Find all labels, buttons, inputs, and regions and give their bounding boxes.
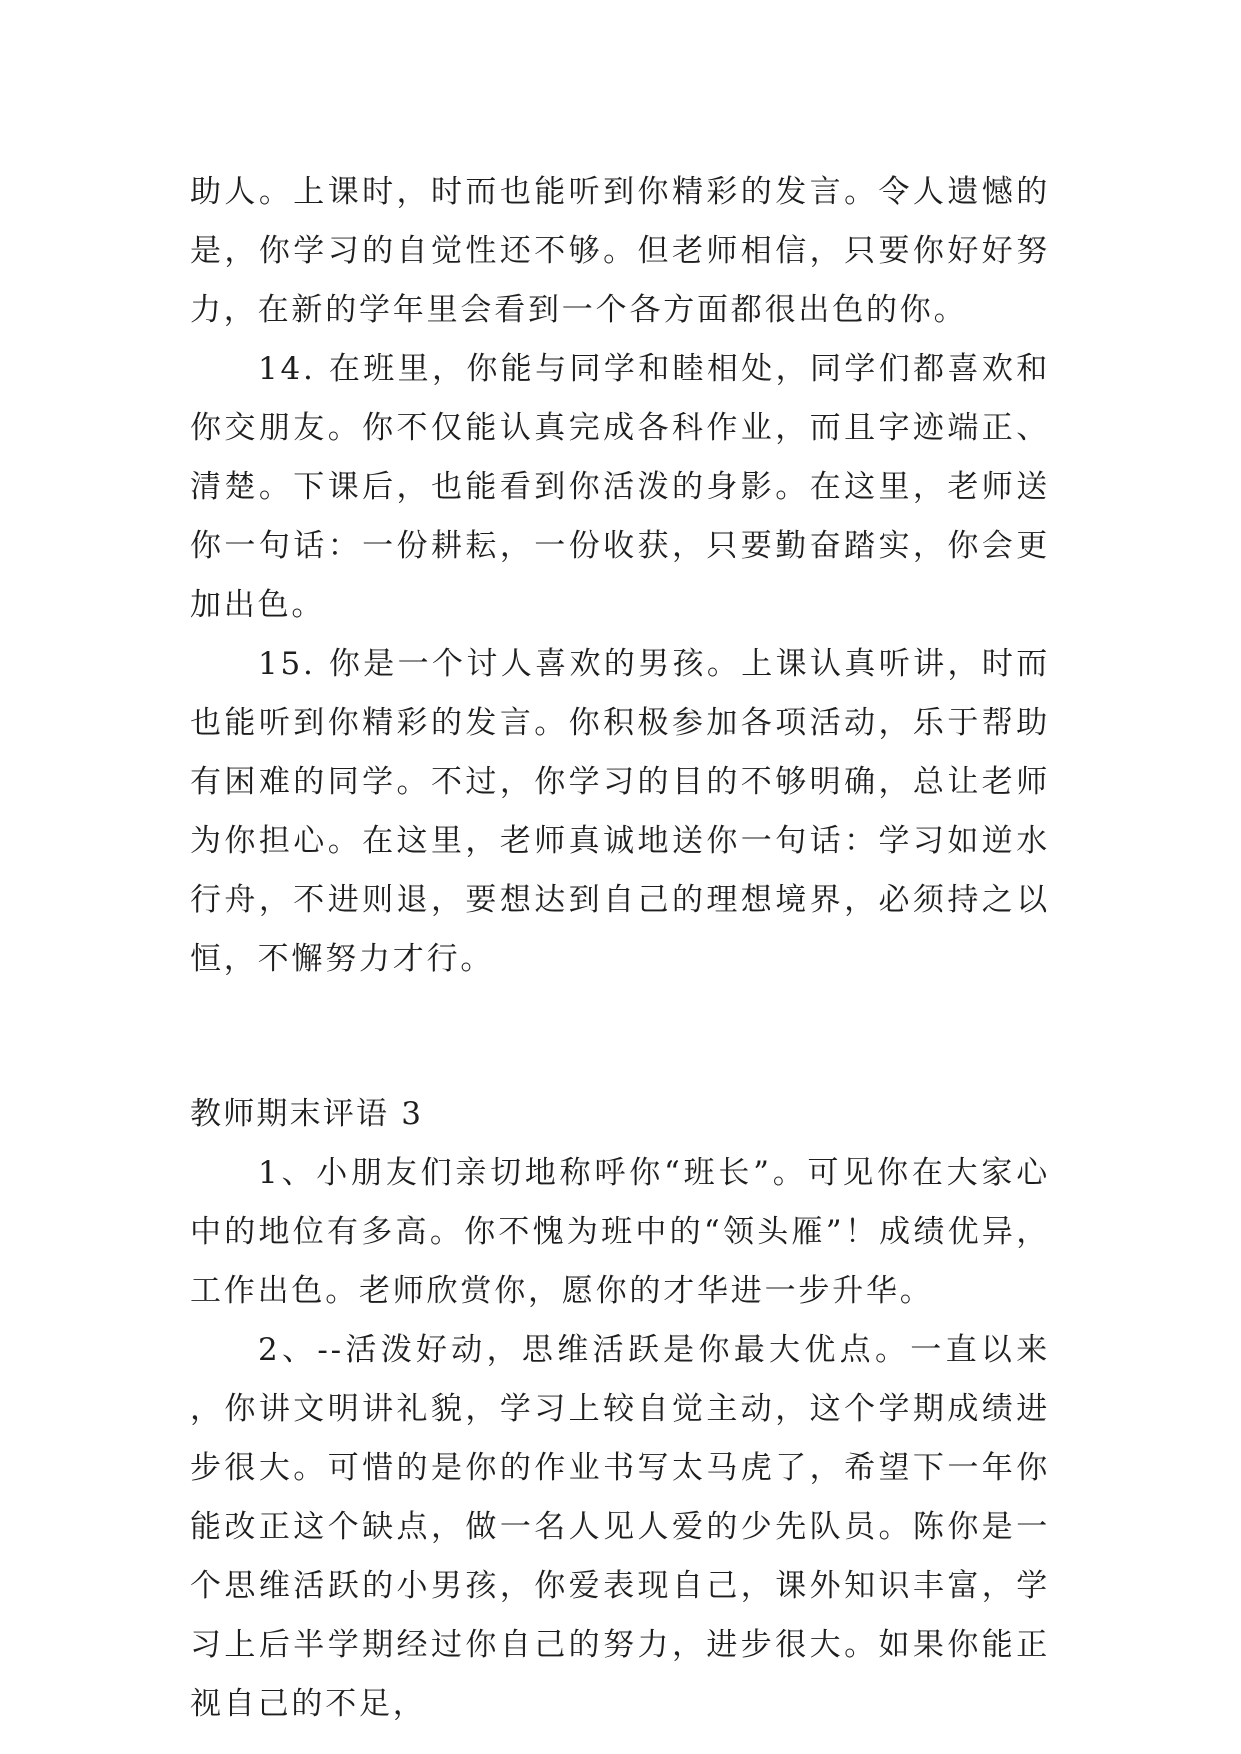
paragraph-comment-1: 1、小朋友们亲切地称呼你“班长”。可见你在大家心中的地位有多高。你不愧为班中的“领头雁”！成绩优异，工作出色。老师欣赏你，愿你的才华进一步升华。 [190, 1155, 1050, 1309]
paragraph-comment-15: 15. 你是一个讨人喜欢的男孩。上课认真听讲，时而也能听到你精彩的发言。你积极参加各项活动，乐于帮助有困难的同学。不过，你学习的目的不够明确，总让老师为你担心。在这里，老师真诚地送你一句话：学习如逆水行舟，不进则退，要想达到自己的理想境界，必须持之以恒，不懈努力才行。 [190, 646, 1050, 977]
paragraph-comment-2: 2、--活泼好动，思维活跃是你最大优点。一直以来，你讲文明讲礼貌，学习上较自觉主动，这个学期成绩进步很大。可惜的是你的作业书写太马虎了，希望下一年你能改正这个缺点，做一名人见人爱的少先队员。陈你是一个思维活跃的小男孩，你爱表现自己，课外知识丰富，学习上后半学期经过你自己的努力，进步很大。如果你能正视自己的不足， [190, 1332, 1050, 1722]
paragraph-comment-14: 14. 在班里，你能与同学和睦相处，同学们都喜欢和你交朋友。你不仅能认真完成各科作业，而且字迹端正、清楚。下课后，也能看到你活泼的身影。在这里，老师送你一句话：一份耕耘，一份收获，只要勤奋踏实，你会更加出色。 [190, 351, 1050, 623]
section-heading: 教师期末评语 3 [190, 1096, 424, 1132]
document-body [190, 163, 1050, 1734]
paragraph-continuation: 助人。上课时，时而也能听到你精彩的发言。令人遗憾的是，你学习的自觉性还不够。但老师相信，只要你好好努力，在新的学年里会看到一个各方面都很出色的你。 [190, 174, 1050, 328]
